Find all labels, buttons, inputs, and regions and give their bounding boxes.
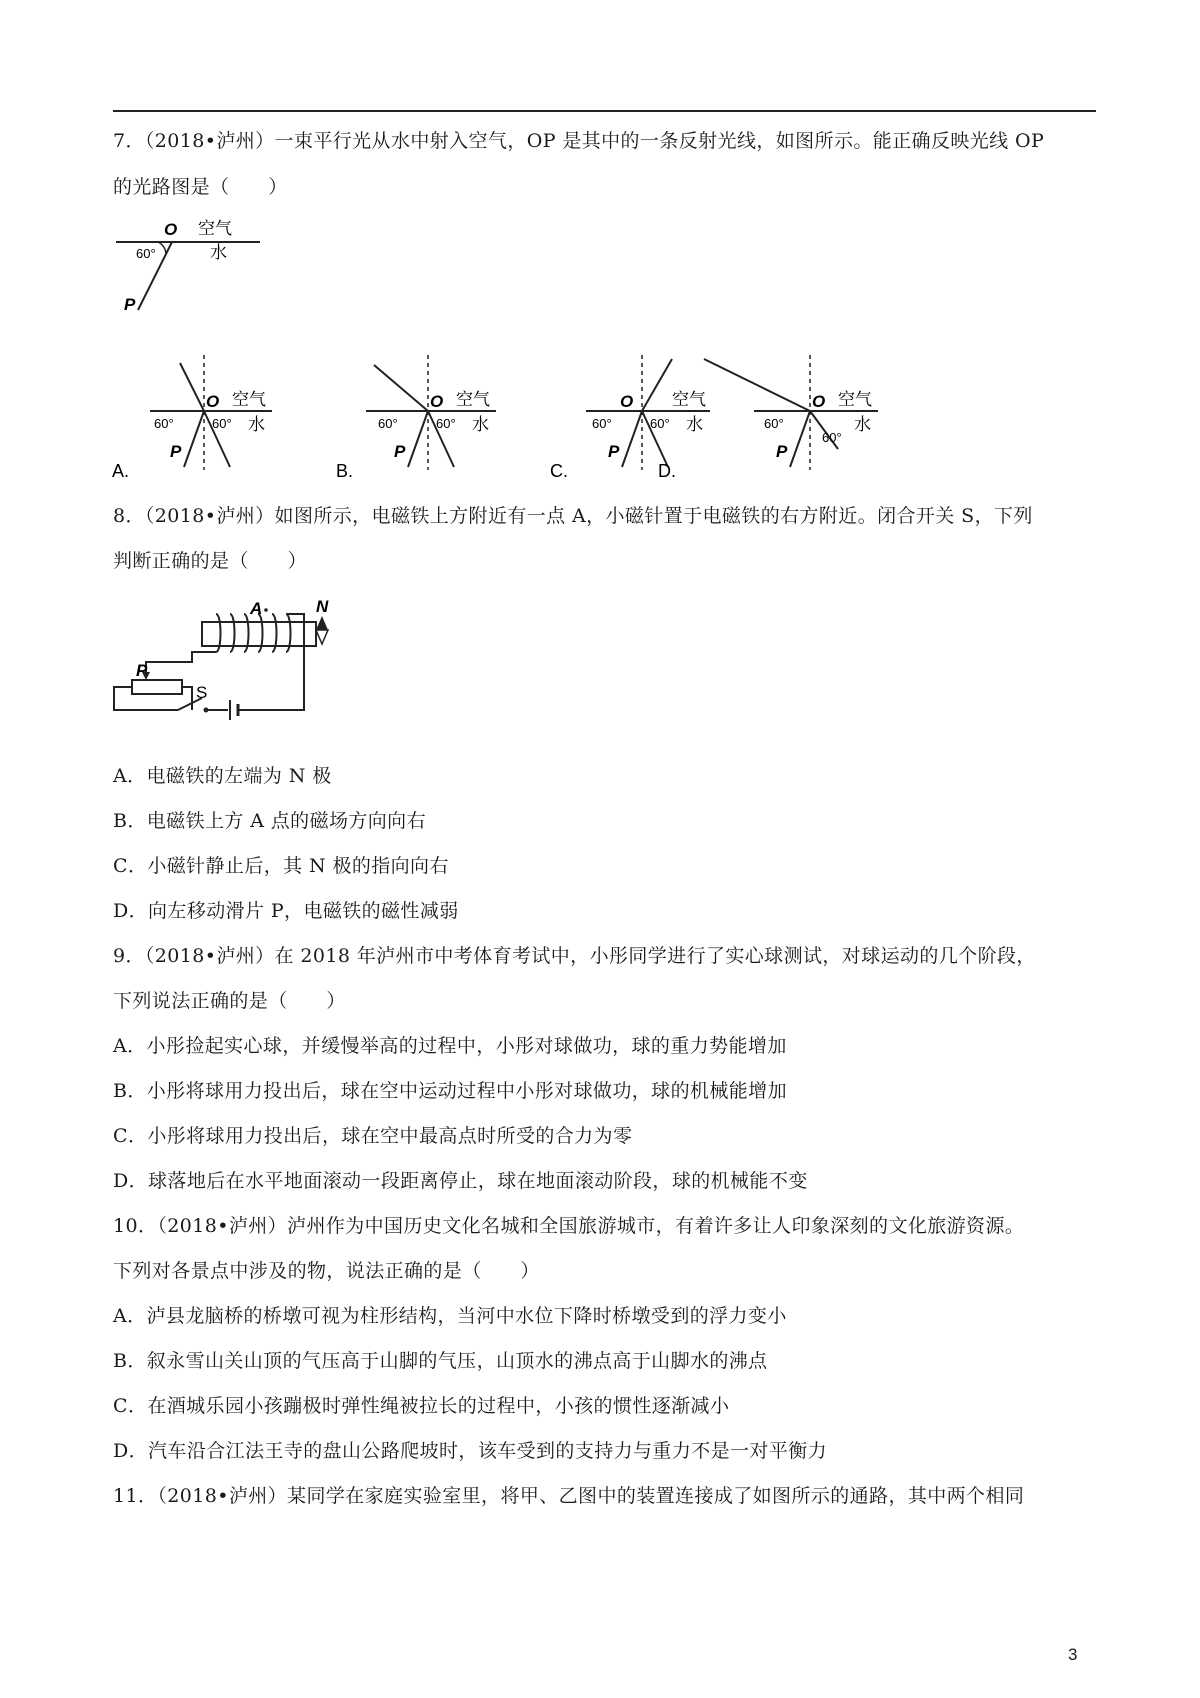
opt-a-label-water: 水	[248, 415, 265, 434]
opt-d-label-water: 水	[854, 415, 871, 434]
option-a-label: A.	[112, 461, 130, 481]
q8-stem-line2: 判断正确的是（ ）	[113, 550, 308, 572]
opt-b-label-air: 空气	[456, 390, 490, 409]
opt-d-label-angle-right: 60°	[822, 430, 842, 445]
opt-b-label-angle-right: 60°	[436, 416, 456, 431]
q9-choice-d: D．球落地后在水平地面滚动一段距离停止，球在地面滚动阶段，球的机械能不变	[113, 1170, 808, 1192]
q8-label-s: S	[196, 683, 208, 702]
q8-label-p: P	[136, 661, 148, 680]
opt-b-label-water: 水	[472, 415, 489, 434]
option-d-label: D.	[658, 461, 676, 481]
opt-a-label-angle-right: 60°	[212, 416, 232, 431]
q10-stem-line1: 10．（2018•泸州）泸州作为中国历史文化名城和全国旅游城市，有着许多让人印象深刻的文化旅游资源。	[113, 1215, 1025, 1237]
opt-b-label-o: O	[430, 392, 444, 411]
q9-choice-c: C．小彤将球用力投出后，球在空中最高点时所受的合力为零	[113, 1125, 633, 1147]
opt-d-label-o: O	[812, 392, 826, 411]
q7-label-angle: 60°	[136, 246, 156, 261]
opt-d-label-p: P	[776, 442, 788, 461]
q7-main-figure	[110, 218, 270, 318]
q8-choice-b: B．电磁铁上方 A 点的磁场方向向右	[113, 810, 426, 832]
q8-label-n: N	[316, 597, 329, 616]
opt-c-label-water: 水	[686, 415, 703, 434]
opt-c-label-angle-left: 60°	[592, 416, 612, 431]
opt-b-label-angle-left: 60°	[378, 416, 398, 431]
q10-choice-c: C．在酒城乐园小孩蹦极时弹性绳被拉长的过程中，小孩的惯性逐渐减小	[113, 1395, 730, 1417]
q7-option-a-figure	[112, 355, 282, 480]
q7-label-o: O	[164, 220, 178, 239]
q7-stem-line2: 的光路图是（ ）	[113, 176, 288, 198]
q8-stem-line1: 8．（2018•泸州）如图所示，电磁铁上方附近有一点 A，小磁针置于电磁铁的右方附近。闭合开关 S，下列	[113, 505, 1033, 527]
opt-d-label-air: 空气	[838, 390, 872, 409]
opt-a-label-air: 空气	[232, 390, 266, 409]
q8-choice-d: D．向左移动滑片 P，电磁铁的磁性减弱	[113, 900, 459, 922]
q10-choice-a: A．泸县龙脑桥的桥墩可视为柱形结构，当河中水位下降时桥墩受到的浮力变小	[113, 1305, 787, 1327]
header-rule	[113, 110, 1096, 112]
page-number: 3	[1068, 1645, 1078, 1664]
q7-label-air: 空气	[198, 219, 232, 238]
opt-c-label-air: 空气	[672, 390, 706, 409]
q8-choice-a: A．电磁铁的左端为 N 极	[113, 765, 332, 787]
opt-c-label-p: P	[608, 442, 620, 461]
q10-stem-line2: 下列对各景点中涉及的物，说法正确的是（ ）	[113, 1260, 540, 1282]
q8-label-a: A	[250, 599, 263, 618]
q9-choice-a: A．小彤捡起实心球，并缓慢举高的过程中，小彤对球做功，球的重力势能增加	[113, 1035, 787, 1057]
q9-stem-line1: 9．（2018•泸州）在 2018 年泸州市中考体育考试中，小彤同学进行了实心球测试，对球运动的几个阶段，	[113, 945, 1036, 967]
opt-b-label-p: P	[394, 442, 406, 461]
opt-a-label-o: O	[206, 392, 220, 411]
q7-option-c-figure	[550, 355, 720, 480]
opt-a-label-p: P	[170, 442, 182, 461]
q10-choice-b: B．叙永雪山关山顶的气压高于山脚的气压，山顶水的沸点高于山脚水的沸点	[113, 1350, 768, 1372]
option-c-label: C.	[550, 461, 568, 481]
q9-choice-b: B．小彤将球用力投出后，球在空中运动过程中小彤对球做功，球的机械能增加	[113, 1080, 787, 1102]
opt-c-label-o: O	[620, 392, 634, 411]
q7-stem-line1: 7．（2018•泸州）一束平行光从水中射入空气，OP 是其中的一条反射光线，如图所示。能正确反映光线 OP	[113, 130, 1045, 152]
q9-stem-line2: 下列说法正确的是（ ）	[113, 990, 346, 1012]
q10-choice-d: D．汽车沿合江法王寺的盘山公路爬坡时，该车受到的支持力与重力不是一对平衡力	[113, 1440, 828, 1462]
q8-circuit-figure	[110, 597, 360, 725]
q7-label-water: 水	[210, 243, 227, 262]
opt-c-label-angle-right: 60°	[650, 416, 670, 431]
opt-d-label-angle-left: 60°	[764, 416, 784, 431]
opt-a-label-angle-left: 60°	[154, 416, 174, 431]
q7-label-p: P	[124, 295, 136, 314]
q11-stem-line1: 11．（2018•泸州）某同学在家庭实验室里，将甲、乙图中的装置连接成了如图所示的通路，其中两个相同	[113, 1485, 1025, 1507]
q8-choice-c: C．小磁针静止后，其 N 极的指向向右	[113, 855, 449, 877]
option-b-label: B.	[336, 461, 354, 481]
q7-option-d-figure	[658, 355, 888, 481]
q7-option-b-figure	[336, 355, 506, 480]
